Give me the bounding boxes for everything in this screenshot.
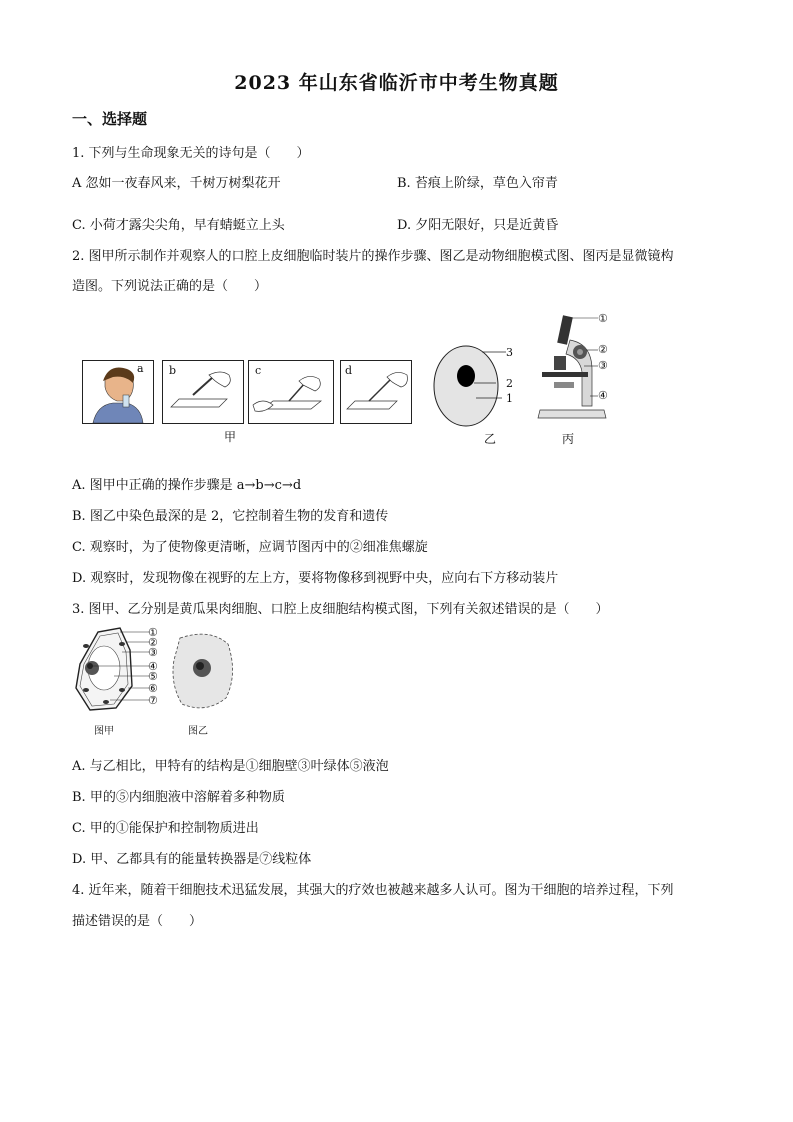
scraping-cells-illustration [249,361,333,423]
question-3-option-d: D. 甲、乙都具有的能量转换器是⑦线粒体 [72,852,312,867]
step-b-label: b [169,364,177,377]
question-3-stem: 3. 图甲、乙分别是黄瓜果肉细胞、口腔上皮细胞结构模式图，下列有关叙述错误的是（ ） [72,602,609,617]
question-2-stem-line2: 造图。下列说法正确的是（ ） [72,279,268,294]
section-heading: 一、选择题 [72,110,148,128]
figure-3-jia-caption: 图甲 [94,726,114,737]
figure-bing-caption: 丙 [562,432,575,446]
figure-yi-caption: 乙 [484,432,497,446]
question-3-option-b: B. 甲的⑤内细胞液中溶解着多种物质 [72,790,285,805]
cell-part-label-4: ④ [148,660,158,673]
question-3-option-a: A. 与乙相比，甲特有的结构是①细胞壁③叶绿体⑤液泡 [72,759,389,774]
question-1-stem: 1. 下列与生命现象无关的诗句是（ ） [72,146,310,161]
figure-jia-caption: 甲 [224,430,237,444]
figure-3-yi-caption: 图乙 [188,726,208,737]
question-2-option-d: D. 观察时，发现物像在视野的左上方，要将物像移到视野中央，应向右下方移动装片 [72,571,559,586]
page-title: 2023 年山东省临沂市中考生物真题 [234,72,559,94]
microscope-label-2: ② [598,343,608,356]
cell-label-2: 2 [506,377,513,390]
cell-part-label-2: ② [148,636,158,649]
cell-part-label-6: ⑥ [148,682,158,695]
step-a-label: a [137,362,144,375]
step-c-panel [248,360,334,424]
question-2-option-b: B. 图乙中染色最深的是 2，它控制着生物的发育和遗传 [72,509,389,524]
step-a-panel [82,360,154,424]
cell-part-label-3: ③ [148,646,158,659]
question-2-option-c: C. 观察时，为了使物像更清晰，应调节图丙中的②细准焦螺旋 [72,540,428,555]
question-2-option-a: A. 图甲中正确的操作步骤是 a→b→c→d [72,478,302,493]
question-3-option-c: C. 甲的①能保护和控制物质进出 [72,821,259,836]
step-c-label: c [255,364,262,377]
question-2-stem-line1: 2. 图甲所示制作并观察人的口腔上皮细胞临时装片的操作步骤、图乙是动物细胞模式图、图丙是显微镜构 [72,249,674,264]
question-4-stem-line2: 描述错误的是（ ） [72,914,203,929]
microscope-label-4: ④ [598,389,608,402]
step-b-panel [162,360,244,424]
cell-part-label-5: ⑤ [148,670,158,683]
question-1-option-d: D. 夕阳无限好，只是近黄昏 [397,218,559,233]
question-1-option-a: A 忽如一夜春风来，千树万树梨花开 [72,176,281,191]
step-d-panel [340,360,412,424]
cell-part-label-7: ⑦ [148,694,158,707]
question-4-stem-line1: 4. 近年来，随着干细胞技术迅猛发展，其强大的疗效也被越来越多人认可。图为干细胞的培养过程，下列 [72,883,674,898]
step-d-label: d [345,364,353,377]
microscope-label-3: ③ [598,359,608,372]
question-1-option-c: C. 小荷才露尖尖角，早有蜻蜓立上头 [72,218,285,233]
cell-label-3: 3 [506,346,513,359]
question-1-option-b: B. 苔痕上阶绿，草色入帘青 [397,176,558,191]
cell-label-1: 1 [506,392,513,405]
cell-part-label-1: ① [148,626,158,639]
microscope-label-1: ① [598,312,608,325]
